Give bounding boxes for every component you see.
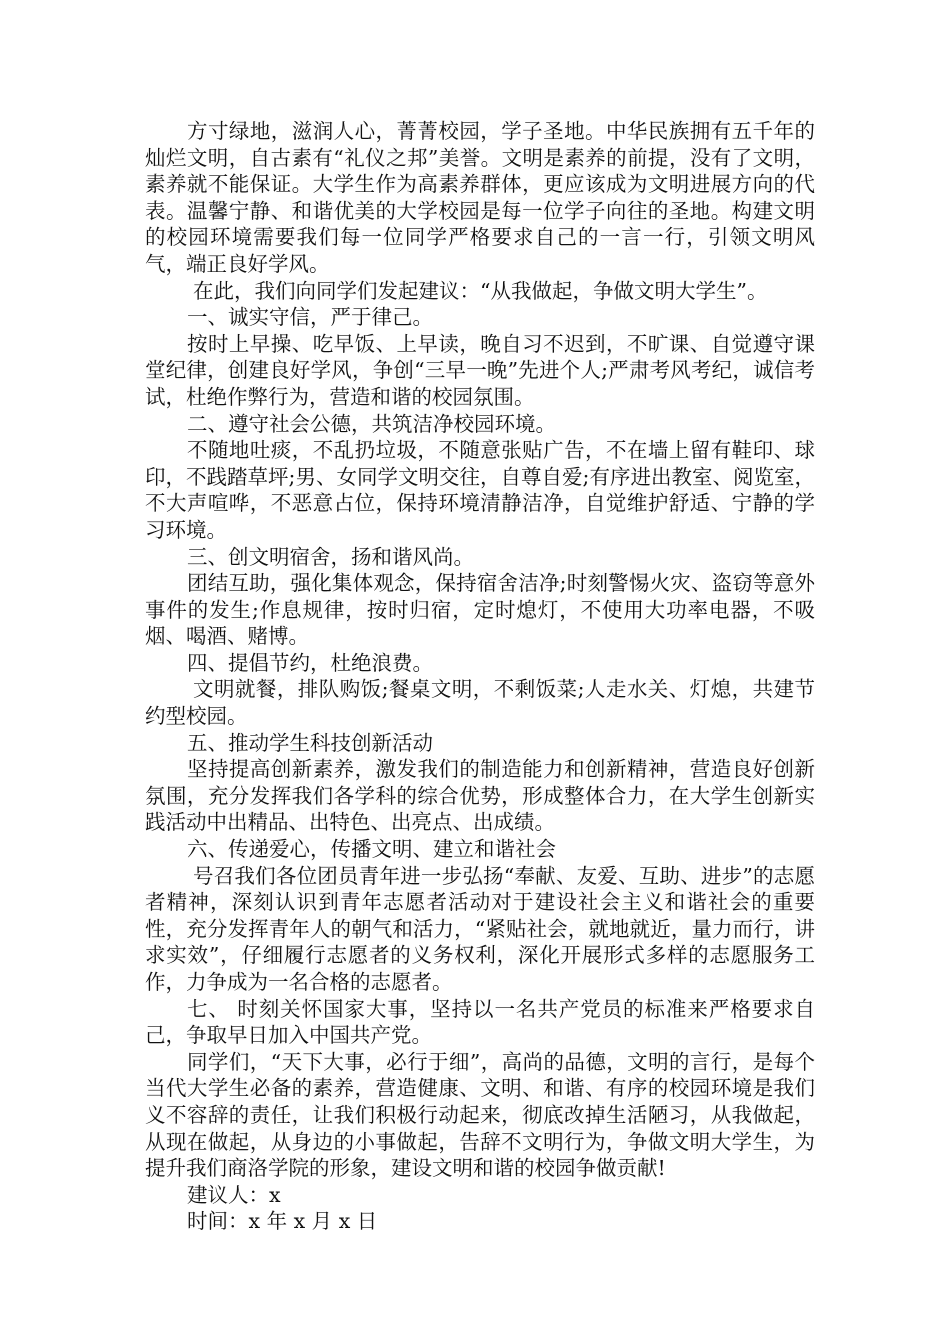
heading-item-3: 三、创文明宿舍，扬和谐风尚。 [187, 544, 474, 569]
paragraph-item-1: 按时上早操、吃早饭、上早读，晚自习不迟到，不旷课、自觉遵守课堂纪律，创建良好学风，争创“三早一晚”先进个人;严肃考风考纪，诚信考试，杜绝作弊行为，营造和谐的校园氛围。 [145, 331, 815, 409]
document-body [145, 118, 815, 1235]
heading-item-2: 二、遵守社会公德，共筑洁净校园环境。 [187, 411, 556, 436]
paragraph-intro: 方寸绿地，滋润人心，菁菁校园，学子圣地。中华民族拥有五千年的灿烂文明，自古素有“礼仪之邦”美誉。文明是素养的前提，没有了文明，素养就不能保证。大学生作为高素养群体，更应该成为文明进展方向的代表。温馨宁静、和谐优美的大学校园是每一位学子向往的圣地。构建文明的校园环境需要我们每一位同学严格要求自己的一言一行，引领文明风气，端正良好学风。 [145, 119, 815, 276]
paragraph-item-6: 号召我们各位团员青年进一步弘扬“奉献、友爱、互助、进步”的志愿者精神，深刻认识到青年志愿者活动对于建设社会主义和谐社会的重要性，充分发挥青年人的朝气和活力，“紧贴社会，就地就近，量力而行，讲求实效”，仔细履行志愿者的义务权利，深化开展形式多样的志愿服务工作，力争成为一名合格的志愿者。 [145, 863, 815, 994]
heading-item-6: 六、传递爱心，传播文明、建立和谐社会 [187, 837, 556, 862]
signature-proposer: 建议人：x [187, 1182, 281, 1207]
heading-item-1: 一、诚实守信，严于律己。 [187, 305, 433, 330]
paragraph-closing: 同学们，“天下大事，必行于细”，高尚的品德，文明的言行，是每个当代大学生必备的素养，营造健康、文明、和谐、有序的校园环境是我们义不容辞的责任，让我们积极行动起来，彻底改掉生活陋习，从我做起，从现在做起，从身边的小事做起，告辞不文明行为，争做文明大学生，为提升我们商洛学院的形象，建设文明和谐的校园争做贡献! [145, 1049, 815, 1181]
heading-item-4: 四、提倡节约，杜绝浪费。 [187, 650, 433, 675]
paragraph-item-2: 不随地吐痰，不乱扔垃圾，不随意张贴广告，不在墙上留有鞋印、球印，不践踏草坪;男、女同学文明交往，自尊自爱;有序进出教室、阅览室，不大声喧哗，不恶意占位，保持环境清静洁净，自觉维护舒适、宁静的学习环境。 [145, 438, 815, 542]
paragraph-item-3: 团结互助，强化集体观念，保持宿舍洁净;时刻警惕火灾、盗窃等意外事件的发生;作息规律，按时归宿，定时熄灯，不使用大功率电器，不吸烟、喝酒、赌博。 [145, 571, 815, 649]
paragraph-item-4: 文明就餐，排队购饭;餐桌文明，不剩饭菜;人走水关、灯熄，共建节约型校园。 [145, 677, 815, 729]
heading-item-5: 五、推动学生科技创新活动 [187, 730, 433, 755]
heading-item-7: 七、 时刻关怀国家大事，坚持以一名共产党员的标准来严格要求自己，争取早日加入中国共产党。 [145, 996, 815, 1048]
signature-date: 时间：x 年 x 月 x 日 [187, 1209, 378, 1234]
paragraph-proposal: 在此，我们向同学们发起建议：“从我做起，争做文明大学生”。 [193, 278, 768, 303]
paragraph-item-5: 坚持提高创新素养，激发我们的制造能力和创新精神，营造良好创新氛围，充分发挥我们各学科的综合优势，形成整体合力，在大学生创新实践活动中出精品、出特色、出亮点、出成绩。 [145, 757, 815, 835]
